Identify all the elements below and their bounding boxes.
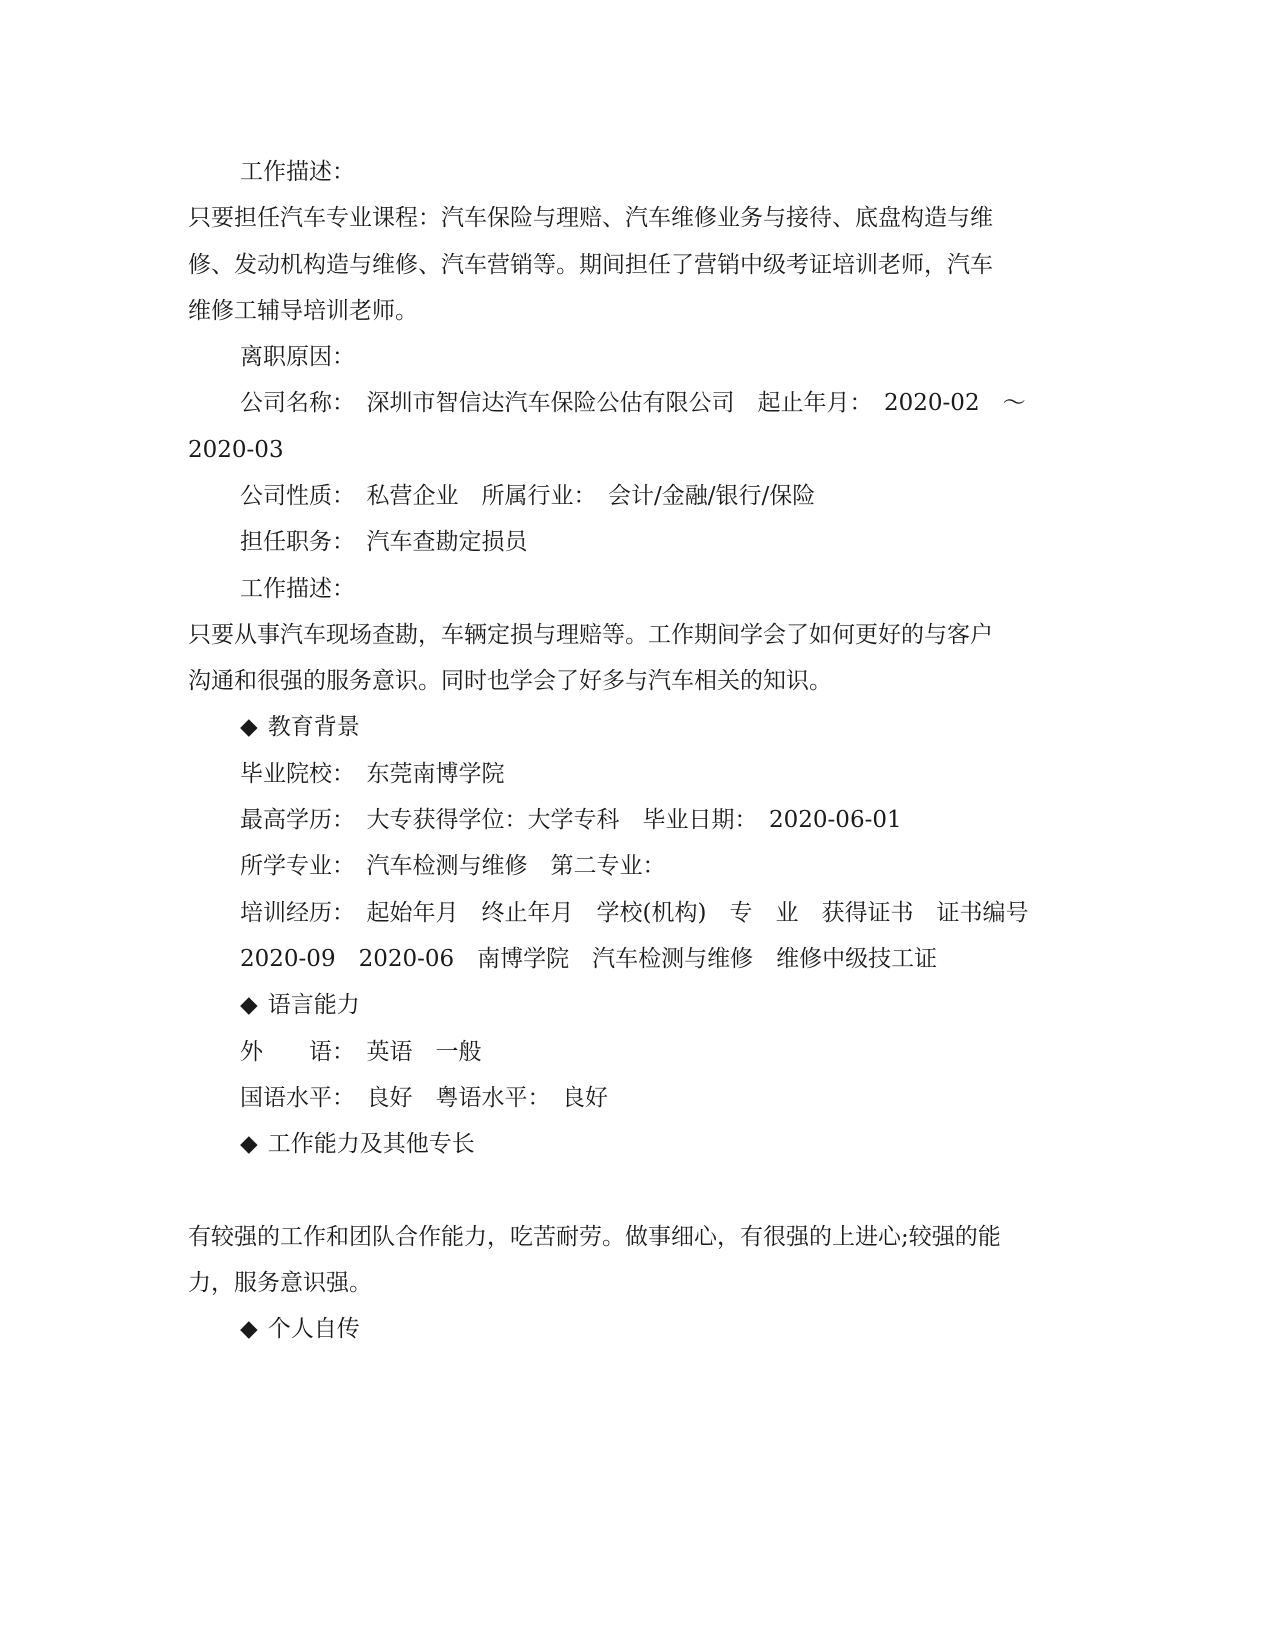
- major-line: 所学专业： 汽车检测与维修 第二专业：: [240, 853, 666, 879]
- training-header-line: 培训经历： 起始年月 终止年月 学校(机构) 专 业 获得证书 证书编号: [240, 900, 1029, 926]
- company-line: 公司名称： 深圳市智信达汽车保险公估有限公司 起止年月： 2020-02 ～: [240, 390, 1026, 416]
- bio-heading: [240, 1314, 1140, 1344]
- language-heading: [240, 990, 1140, 1020]
- skills-heading: [240, 1129, 1140, 1159]
- skills-text-line: 力，服务意识强。: [188, 1270, 372, 1296]
- job-desc-line: 修、发动机构造与维修、汽车营销等。期间担任了营销中级考证培训老师，汽车: [188, 252, 993, 278]
- company-nature-line: 公司性质： 私营企业 所属行业： 会计/金融/银行/保险: [240, 483, 816, 509]
- job-desc-line: 沟通和很强的服务意识。同时也学会了好多与汽车相关的知识。: [188, 668, 832, 694]
- foreign-language-line: 外 语： 英语 一般: [240, 1039, 482, 1065]
- job-desc-line: 只要从事汽车现场查勘，车辆定损与理赔等。工作期间学会了如何更好的与客户: [188, 622, 993, 648]
- position-line: 担任职务： 汽车查勘定损员: [240, 529, 528, 555]
- section-heading-text: 个人自传: [267, 1316, 360, 1342]
- diamond-bullet-icon: ◆: [240, 1131, 258, 1157]
- job-desc-label: 工作描述：: [240, 159, 355, 185]
- job-desc-line: 只要担任汽车专业课程：汽车保险与理赔、汽车维修业务与接待、底盘构造与维: [188, 205, 993, 231]
- dialect-line: 国语水平： 良好 粤语水平： 良好: [240, 1085, 608, 1111]
- leave-reason-label: 离职原因：: [240, 344, 355, 370]
- diamond-bullet-icon: ◆: [240, 992, 258, 1018]
- section-heading-text: 教育背景: [267, 714, 360, 740]
- section-heading-text: 工作能力及其他专长: [267, 1131, 475, 1157]
- section-heading-text: 语言能力: [267, 992, 360, 1018]
- diamond-bullet-icon: ◆: [240, 1316, 258, 1342]
- school-line: 毕业院校： 东莞南博学院: [240, 761, 505, 787]
- training-row: 2020-09 2020-06 南博学院 汽车检测与维修 维修中级技工证: [240, 946, 938, 972]
- job-desc-label: 工作描述：: [240, 576, 355, 602]
- skills-text-line: 有较强的工作和团队合作能力，吃苦耐劳。做事细心，有很强的上进心;较强的能: [188, 1224, 1001, 1250]
- education-heading: [240, 712, 1140, 742]
- job-desc-line: 维修工辅导培训老师。: [188, 298, 418, 324]
- company-line-continued: 2020-03: [188, 437, 284, 463]
- diamond-bullet-icon: ◆: [240, 714, 258, 740]
- degree-line: 最高学历： 大专获得学位：大学专科 毕业日期： 2020-06-01: [240, 807, 902, 833]
